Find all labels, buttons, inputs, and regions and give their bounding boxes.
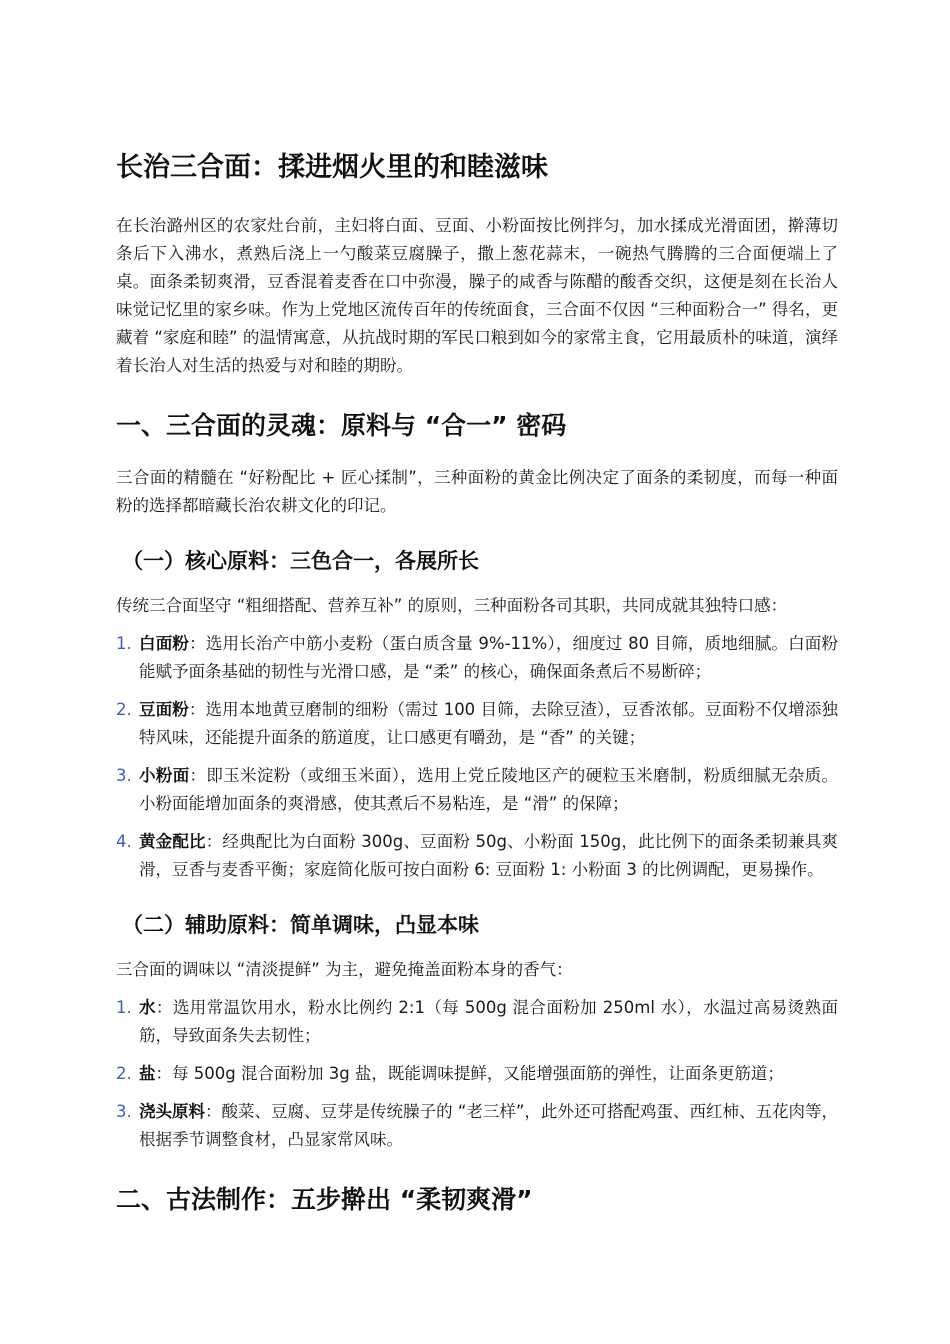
- list-number: 3.: [116, 1102, 132, 1121]
- list-term: 黄金配比: [139, 832, 206, 851]
- auxiliary-ingredients-list: [116, 994, 838, 1154]
- list-text: ：即玉米淀粉（或细玉米面），选用上党丘陵地区产的硬粒玉米磨制，粉质细腻无杂质。小粉面能增加面条的爽滑感，使其煮后不易粘连，是 “滑” 的保障；: [139, 766, 839, 813]
- list-text: ：选用常温饮用水，粉水比例约 2:1（每 500g 混合面粉加 250ml 水），水温过高易烫熟面筋，导致面条失去韧性；: [139, 998, 838, 1045]
- intro-paragraph: 在长治潞州区的农家灶台前，主妇将白面、豆面、小粉面按比例拌匀，加水揉成光滑面团，擀薄切条后下入沸水，煮熟后浇上一勺酸菜豆腐臊子，撒上葱花蒜末，一碗热气腾腾的三合面便端上了桌。面条柔韧爽滑，豆香混着麦香在口中弥漫，臊子的咸香与陈醋的酸香交织，这便是刻在长治人味觉记忆里的家乡味。作为上党地区流传百年的传统面食，三合面不仅因 “三种面粉合一” 得名，更藏着 “家庭和睦” 的温情寓意，从抗战时期的军民口粮到如今的家常主食，它用最质朴的味道，演绎着长治人对生活的热爱与对和睦的期盼。: [116, 216, 838, 375]
- list-number: 1.: [116, 634, 132, 653]
- list-item: [116, 1098, 838, 1154]
- list-item: [116, 828, 838, 884]
- list-text: ：选用长治产中筋小麦粉（蛋白质含量 9%-11%），细度过 80 目筛，质地细腻。白面粉能赋予面条基础的韧性与光滑口感，是 “柔” 的核心，确保面条煮后不易断碎；: [139, 634, 838, 681]
- subsection-2-text: 三合面的调味以 “清淡提鲜” 为主，避免掩盖面粉本身的香气：: [116, 960, 573, 979]
- list-term: 浇头原料: [139, 1102, 206, 1121]
- subsection-2-heading: （二）辅助原料：简单调味，凸显本味: [122, 913, 479, 937]
- list-item: [116, 630, 838, 686]
- list-item: [116, 1060, 838, 1088]
- section-1-text: 三合面的精髓在 “好粉配比 + 匠心揉制”，三种面粉的黄金比例决定了面条的柔韧度，而每一种面粉的选择都暗藏长治农耕文化的印记。: [116, 468, 838, 515]
- list-term: 小粉面: [139, 766, 190, 785]
- list-text: ：选用本地黄豆磨制的细粉（需过 100 目筛，去除豆渣），豆香浓郁。豆面粉不仅增添独特风味，还能提升面条的筋道度，让口感更有嚼劲，是 “香” 的关键；: [139, 700, 839, 747]
- page-title: 长治三合面：揉进烟火里的和睦滋味: [116, 152, 548, 183]
- core-ingredients-list: [116, 630, 838, 884]
- list-number: 1.: [116, 998, 132, 1017]
- subsection-1-heading: （一）核心原料：三色合一，各展所长: [122, 549, 479, 573]
- list-text: ：酸菜、豆腐、豆芽是传统臊子的 “老三样”，此外还可搭配鸡蛋、西红柿、五花肉等，根据季节调整食材，凸显家常风味。: [139, 1102, 838, 1149]
- list-text: ：每 500g 混合面粉加 3g 盐，既能调味提鲜，又能增强面筋的弹性，让面条更筋道；: [155, 1064, 784, 1083]
- list-number: 2.: [116, 1064, 132, 1083]
- section-2-heading: 二、古法制作：五步擀出 “柔韧爽滑”: [116, 1185, 533, 1214]
- list-number: 4.: [116, 832, 132, 851]
- subsection-1-text: 传统三合面坚守 “粗细搭配、营养互补” 的原则，三种面粉各司其职，共同成就其独特口感：: [116, 596, 788, 615]
- list-term: 豆面粉: [139, 700, 189, 719]
- list-term: 白面粉: [139, 634, 190, 653]
- list-term: 水: [139, 998, 156, 1017]
- list-item: [116, 762, 838, 818]
- list-item: [116, 994, 838, 1050]
- list-term: 盐: [139, 1064, 156, 1083]
- list-number: 2.: [116, 700, 132, 719]
- list-text: ：经典配比为白面粉 300g、豆面粉 50g、小粉面 150g，此比例下的面条柔韧兼具爽滑，豆香与麦香平衡；家庭简化版可按白面粉 6: 豆面粉 1: 小粉面 3 的比例调配，更易操作。: [139, 832, 839, 879]
- list-number: 3.: [116, 766, 132, 785]
- section-1-heading: 一、三合面的灵魂：原料与 “合一” 密码: [116, 411, 567, 440]
- list-item: [116, 696, 838, 752]
